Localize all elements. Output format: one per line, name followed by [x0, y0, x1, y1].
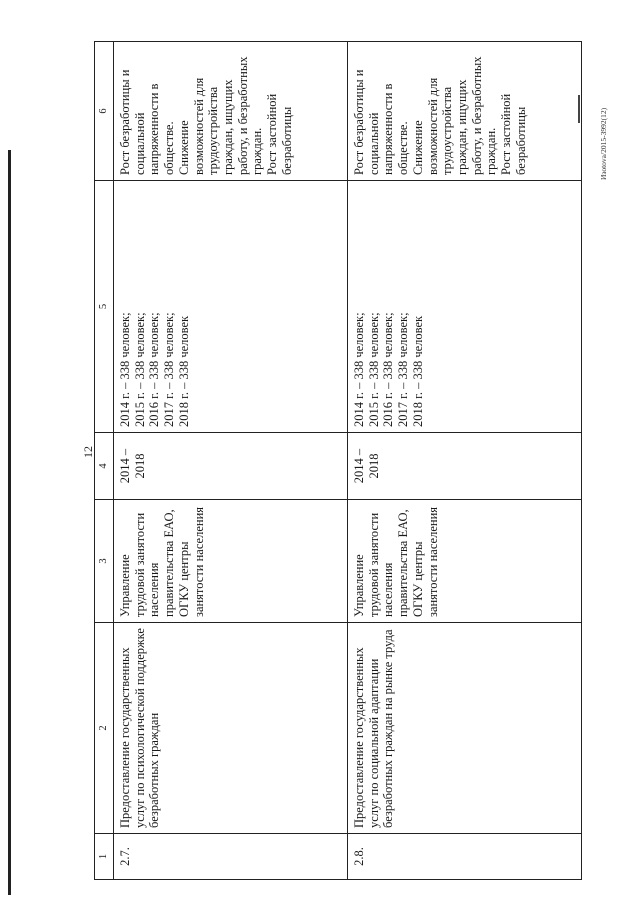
indicators-cell: 2014 г. – 338 человек; 2015 г. – 338 человек; 2016 г. – 338 человек; 2017 г. – 338 человек; 2018 г. – 338 человек [348, 181, 582, 433]
column-number-1: 1 [95, 834, 114, 880]
row-number: 2.8. [348, 834, 582, 880]
table-row [114, 42, 348, 880]
table-row [348, 42, 582, 880]
years-cell: 2014 – 2018 [348, 433, 582, 500]
executor-cell: Управление трудовой занятости населения правительства ЕАО, ОГКУ центры занятости населения [114, 500, 348, 623]
executor-cell: Управление трудовой занятости населения правительства ЕАО, ОГКУ центры занятости населения [348, 500, 582, 623]
consequences-cell: Рост безработицы и социальной напряженности в обществе. Снижение возможностей для трудоустройства граждан, ищущих работу, и безработных граждан. Рост застойной безработицы [114, 42, 348, 181]
rotated-table-container [94, 42, 582, 880]
document-code: Изоtоvа/2015-3992(12) [599, 107, 608, 180]
years-cell: 2014 – 2018 [114, 433, 348, 500]
column-number-5: 5 [95, 181, 114, 433]
activity-cell: Предоставление государственных услуг по социальной адаптации безработных граждан на рынке труда [348, 623, 582, 834]
row-number: 2.7. [114, 834, 348, 880]
indicators-cell: 2014 г. – 338 человек; 2015 г. – 338 человек; 2016 г. – 338 человек; 2017 г. – 338 человек; 2018 г. – 338 человек [114, 181, 348, 433]
column-number-4: 4 [95, 433, 114, 500]
binding-line [8, 150, 11, 895]
program-table [94, 41, 582, 880]
column-number-2: 2 [95, 623, 114, 834]
consequences-cell: Рост безработицы и социальной напряженности в обществе. Снижение возможностей для трудоустройства граждан, ищущих работу, и безработных граждан. Рост застойной безработицы [348, 42, 582, 181]
column-number-6: 6 [95, 42, 114, 181]
column-number-3: 3 [95, 500, 114, 623]
page-number: 12 [81, 446, 95, 458]
table-header-row [95, 42, 114, 880]
activity-cell: Предоставление государственных услуг по психологической поддержке безработных граждан [114, 623, 348, 834]
